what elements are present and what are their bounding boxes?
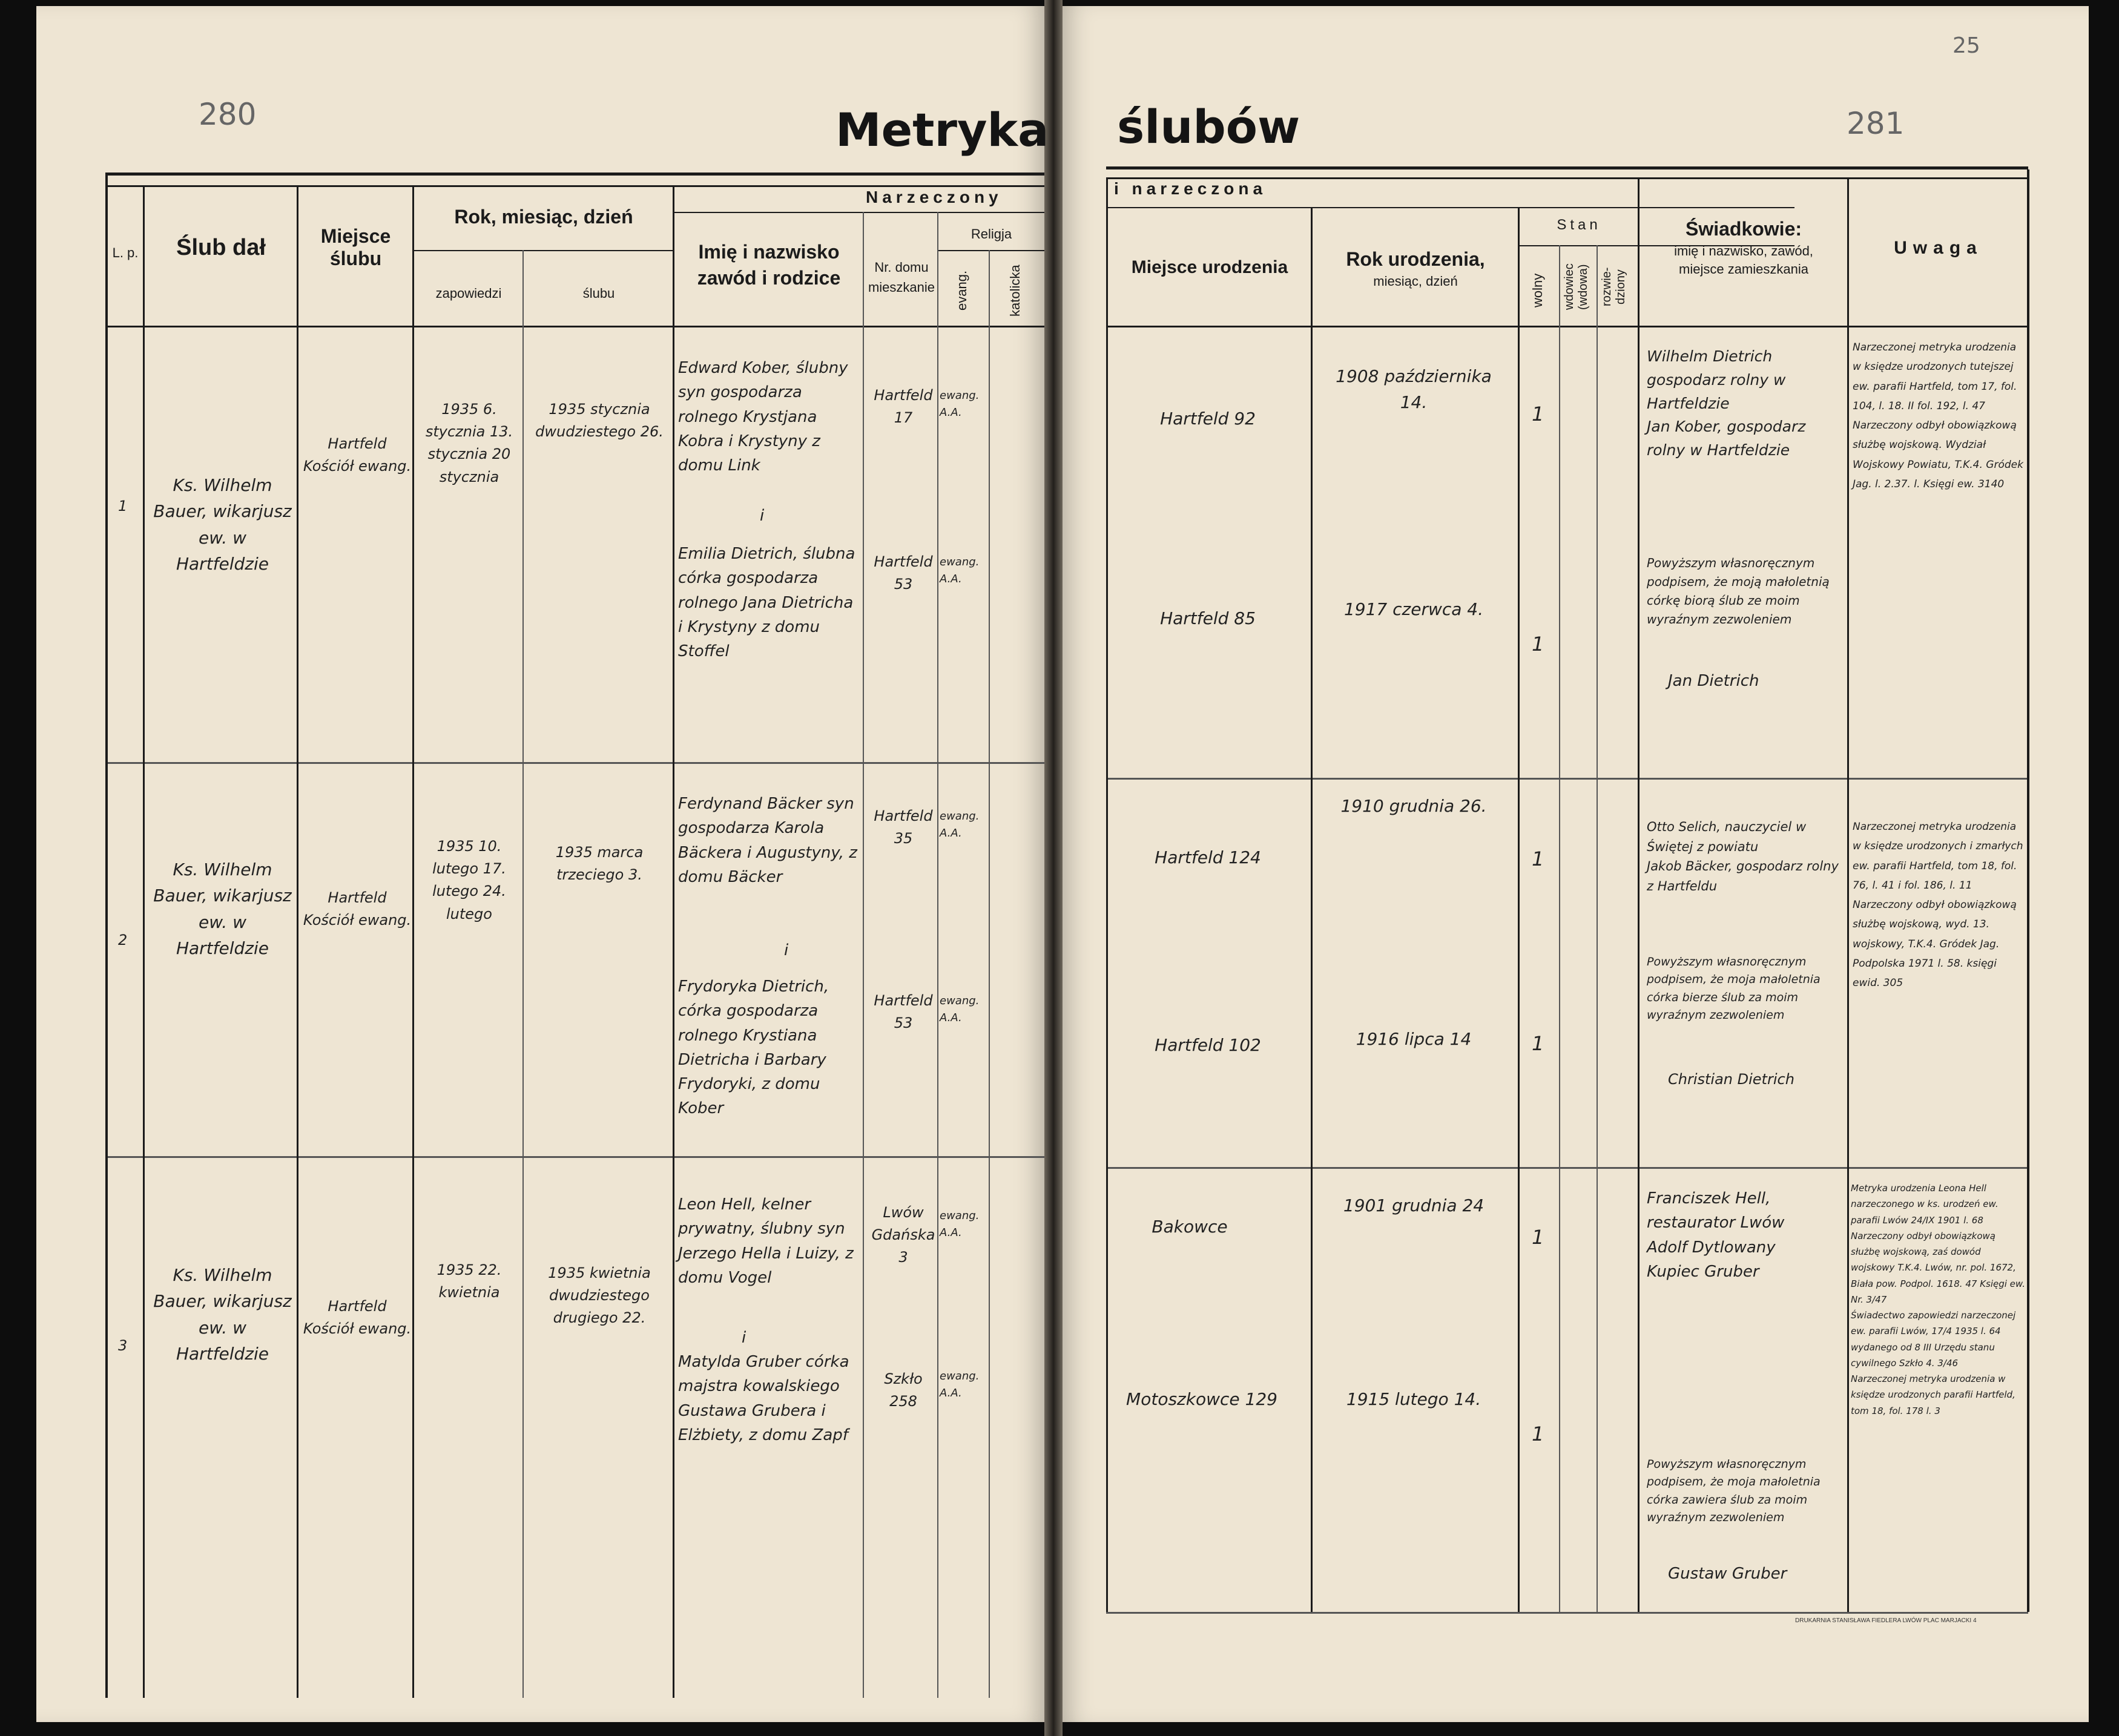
record-bride: Frydoryka Dietrich, córka gospodarza rolnego Krystiana Dietricha i Barbary Frydoryki, z domu Kober [678, 978, 829, 1118]
record-consent: Powyższym własnoręcznym podpisem, że moją małoletnią córkę biorą ślub ze moim wyraźnym zezwoleniem [1647, 556, 1830, 626]
record-groom-birthplace: Hartfeld 124 [1155, 847, 1261, 867]
record-bride-religion: ewang. A.A. [940, 556, 980, 585]
record-consent-signature: Jan Dietrich [1668, 672, 1759, 690]
record-groom-birth: 1910 grudnia 26. [1340, 796, 1487, 816]
record-bride-birthplace: Motoszkowce 129 [1126, 1389, 1277, 1409]
record-bride-religion: ewang. A.A. [940, 995, 980, 1024]
record-miejsce: Hartfeld Kościół ewang. [303, 1298, 412, 1338]
record-bride: Matylda Gruber córka majstra kowalskiego Gustawa Grubera i Elżbiety, z domu Zapf [678, 1353, 849, 1444]
row-divider [105, 1156, 1044, 1158]
record-consent: Powyższym własnoręcznym podpisem, że moja małoletnia córka zawiera ślub za moim wyraźnym zezwoleniem [1647, 1458, 1821, 1525]
record-groom-nr: Hartfeld 35 [874, 807, 933, 847]
header-wdowiec: wdowiec (wdowa) [1563, 263, 1590, 311]
header-slubu: ślubu [582, 286, 615, 301]
record-bride: Emilia Dietrich, ślubna córka gospodarza rolnego Jana Dietricha i Krystyny z domu Stoffel [678, 545, 855, 661]
header-rok-urodzenia: Rok urodzenia, [1346, 248, 1485, 270]
record-miejsce: Hartfeld Kościół ewang. [303, 889, 412, 929]
record-bride-birthplace: Hartfeld 102 [1155, 1035, 1261, 1055]
record-bride-religion: ewang. A.A. [940, 1370, 980, 1399]
header-rok-group: Rok, miesiąc, dzień [454, 206, 633, 228]
record-groom: Edward Kober, ślubny syn gospodarza rolnego Krystjana Kobra i Krystyny z domu Link [678, 359, 848, 475]
table-bottom-rule [1106, 1612, 2028, 1614]
right-page-number: 281 [1847, 106, 1905, 141]
record-groom: Leon Hell, kelner prywatny, ślubny syn Jerzego Hella i Luizy, z domu Vogel [678, 1195, 854, 1287]
record-groom-birthplace: Hartfeld 92 [1160, 409, 1256, 429]
header-bottom-rule [105, 326, 1044, 327]
record-uwaga: Metryka urodzenia Leona Hell narzeczonego w ks. urodzeń ew. parafii Lwów 24/IX 1901 l. 68 Narzeczony odbył obowiązkową służbę wojskową, zaś dowód wojskowy T.K.4. Lwów, nr. pol. 1672, Biała pow. Podpol. 1618. 47 Księgi ew. Nr. 3/47 Świadectwo zapowiedzi narzeczonej ew. parafii Lwów, 17/4 1935 l. 64 wydanego od 8 III Urzędu stanu cywilnego Szkło 4. 3/46 Narzeczonej metryka urodzenia w księdze urodzonych parafii Hartfeld, tom 18, fol. 178 l. 3 [1851, 1183, 2025, 1416]
record-slubu-date: 1935 stycznia dwudziestego 26. [535, 401, 664, 441]
record-slub-dal: Ks. Wilhelm Bauer, wikarjusz ew. w Hartfeldzie [153, 475, 292, 574]
record-bride-stan: 1 [1532, 1422, 1544, 1445]
record-bride-nr: Szkło 258 [884, 1370, 923, 1410]
record-uwaga: Narzeczonej metryka urodzenia w księdze urodzonych i zmarłych ew. parafii Hartfeld, tom 18, fol. 76, l. 41 i fol. 186, l. 11 Narzeczony odbył obowiązkową służbę wojskową, wyd. 13. wojskowy, T.K.4. Gródek Jag. Podpolska 1971 l. 58. księgi ewid. 305 [1853, 821, 2023, 990]
record-bride-birthplace: Hartfeld 85 [1160, 608, 1256, 628]
record-bride-birth: 1916 lipca 14 [1356, 1029, 1472, 1049]
record-groom-stan: 1 [1532, 1226, 1544, 1249]
record-groom-stan: 1 [1532, 847, 1544, 870]
record-slub-dal: Ks. Wilhelm Bauer, wikarjusz ew. w Hartfeldzie [153, 860, 292, 959]
row-divider [105, 762, 1044, 764]
record-zapowiedzi: 1935 6. stycznia 13. stycznia 20 stycznia [425, 401, 513, 485]
record-uwaga: Narzeczonej metryka urodzenia w księdze urodzonych tutejszej ew. parafii Hartfeld, tom 17, fol. 104, l. 18. II fol. 192, l. 47 Narzeczony odbył obowiązkową służbę wojskową. Wydział Wojskowy Powiatu, T.K.4. Gródek Jag. l. 2.37. l. Księgi ew. 3140 [1853, 341, 2023, 491]
header-zapowiedzi: zapowiedzi [435, 286, 502, 301]
record-groom-birthplace: Bakowce [1152, 1217, 1228, 1237]
left-page-number: 280 [199, 97, 257, 132]
record-groom-nr: Hartfeld 17 [874, 387, 933, 427]
header-rozwiedziony: rozwie- dziony [1600, 267, 1627, 307]
record-groom-birth: 1901 grudnia 24 [1343, 1195, 1485, 1215]
record-bride-birth: 1917 czerwca 4. [1343, 599, 1484, 619]
record-groom: Ferdynand Bäcker syn gospodarza Karola Bäckera i Augustyny, z domu Bäcker [678, 795, 857, 886]
record-groom-birth: 1908 października 14. [1336, 366, 1492, 413]
record-consent-signature: Gustaw Gruber [1668, 1565, 1787, 1583]
title-right: ślubów [1117, 100, 1300, 154]
header-miejsce-slubu: Miejsce ślubu [320, 225, 391, 269]
record-consent-signature: Christian Dietrich [1668, 1071, 1794, 1088]
record-bride-birth: 1915 lutego 14. [1346, 1389, 1481, 1409]
header-nr-domu: Nr. domu mieszkanie [868, 260, 935, 295]
record-zapowiedzi: 1935 10. lutego 17. lutego 24. lutego [432, 838, 506, 922]
record-bride-stan: 1 [1532, 1032, 1544, 1055]
left-page [36, 6, 1049, 1722]
record-witnesses: Otto Selich, nauczyciel w Świętej z powiatu Jakob Bäcker, gospodarz rolny z Hartfeldu [1647, 820, 1839, 893]
header-uwaga: Uwaga [1894, 238, 1983, 258]
record-groom-nr: Lwów Gdańska 3 [871, 1204, 935, 1266]
header-religja: Religja [971, 226, 1012, 242]
header-swiadkowie-sub: imię i nazwisko, zawód, miejsce zamieszkania [1674, 243, 1813, 277]
record-witnesses: Wilhelm Dietrich gospodarz rolny w Hartfeldzie Jan Kober, gospodarz rolny w Hartfeldzie [1647, 347, 1806, 459]
table-top-rule [1106, 166, 2028, 169]
header-i-narzeczona: i narzeczona [1114, 179, 1267, 198]
record-conj: i [742, 1329, 746, 1347]
record-lp: 2 [118, 932, 128, 949]
header-stan: Stan [1557, 217, 1601, 233]
table-top-rule [105, 173, 1044, 176]
record-slubu-date: 1935 kwietnia dwudziestego drugiego 22. [548, 1264, 651, 1327]
right-top-number: 25 [1953, 33, 1980, 58]
book-gutter [1044, 0, 1063, 1736]
record-bride-stan: 1 [1532, 633, 1544, 656]
record-lp: 1 [118, 498, 128, 515]
header-evang: evang. [954, 270, 969, 311]
header-bottom-rule [1106, 326, 2028, 327]
record-conj: i [760, 507, 765, 525]
record-bride-nr: Hartfeld 53 [874, 992, 933, 1032]
header-imie: Imię i nazwisko zawód i rodzice [697, 241, 841, 289]
record-conj: i [784, 941, 789, 959]
header-swiadkowie: Świadkowie: [1685, 218, 1802, 240]
header-wolny: wolny [1530, 273, 1545, 308]
record-zapowiedzi: 1935 22. kwietnia [437, 1261, 502, 1301]
record-slub-dal: Ks. Wilhelm Bauer, wikarjusz ew. w Hartfeldzie [153, 1265, 292, 1364]
record-slubu-date: 1935 marca trzeciego 3. [555, 844, 644, 884]
row-divider [1106, 778, 2028, 780]
header-lp: L. p. [112, 245, 139, 260]
title-left: Metryka [835, 103, 1049, 157]
record-groom-religion: ewang. A.A. [940, 810, 980, 840]
record-groom-religion: ewang. A.A. [940, 1209, 980, 1239]
record-groom-stan: 1 [1532, 403, 1544, 426]
header-katolicka: katolicka [1007, 265, 1023, 317]
record-consent: Powyższym własnoręcznym podpisem, że moja małoletnia córka bierze ślub za moim wyraźnym zezwoleniem [1647, 955, 1821, 1022]
record-lp: 3 [118, 1337, 128, 1354]
header-narzeczony: Narzeczony [866, 188, 1003, 206]
record-witnesses: Franciszek Hell, restaurator Lwów Adolf Dytlowany Kupiec Gruber [1647, 1189, 1785, 1281]
right-page [1063, 6, 2089, 1722]
header-slub-dal: Ślub dał [176, 235, 266, 260]
printer-note: DRUKARNIA STANISŁAWA FIEDLERA LWÓW PLAC MARJACKI 4 [1795, 1617, 1977, 1624]
header-rok-urodzenia-sub: miesiąc, dzień [1373, 274, 1458, 289]
row-divider [1106, 1167, 2028, 1169]
record-miejsce: Hartfeld Kościół ewang. [303, 435, 412, 475]
header-miejsce-urodzenia: Miejsce urodzenia [1131, 257, 1288, 277]
record-groom-religion: ewang. A.A. [940, 389, 980, 419]
record-bride-nr: Hartfeld 53 [874, 553, 933, 593]
